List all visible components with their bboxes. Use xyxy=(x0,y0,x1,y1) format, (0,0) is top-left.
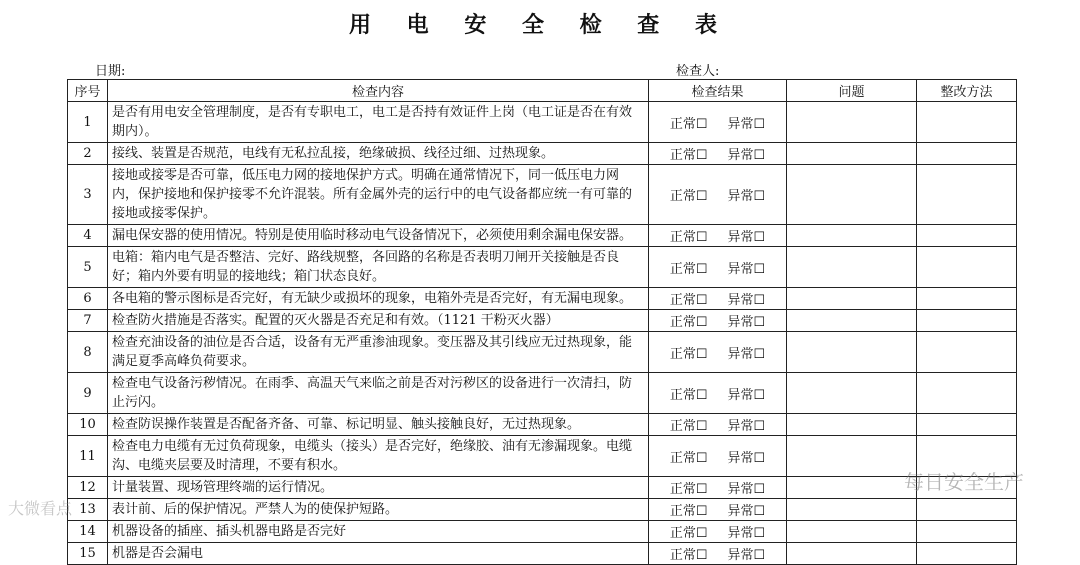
abnormal-checkbox[interactable]: 异常☐ xyxy=(727,504,766,519)
header-fix-method: 整改方法 xyxy=(917,80,1017,102)
row-fix-method[interactable] xyxy=(917,332,1017,373)
table-row xyxy=(68,143,1017,165)
abnormal-checkbox[interactable]: 异常☐ xyxy=(727,548,766,563)
normal-checkbox[interactable]: 正常☐ xyxy=(669,387,708,403)
row-number: 2 xyxy=(68,143,108,165)
normal-checkbox[interactable]: 正常☐ xyxy=(669,504,708,519)
row-content: 检查电气设备污秽情况。在雨季、高温天气来临之前是否对污秽区的设备进行一次清扫，防止污闪。 xyxy=(108,373,649,414)
normal-checkbox[interactable]: 正常☐ xyxy=(669,450,708,466)
table-header-row xyxy=(68,80,1017,102)
row-content: 各电箱的警示图标是否完好，有无缺少或损坏的现象，电箱外壳是否完好，有无漏电现象。 xyxy=(108,288,649,310)
normal-checkbox[interactable]: 正常☐ xyxy=(669,419,708,434)
abnormal-checkbox[interactable]: 异常☐ xyxy=(727,148,766,163)
normal-checkbox[interactable]: 正常☐ xyxy=(669,293,708,308)
row-result xyxy=(649,310,787,332)
row-number: 4 xyxy=(68,225,108,247)
row-content: 检查电力电缆有无过负荷现象，电缆头（接头）是否完好，绝缘胶、油有无渗漏现象。电缆沟、电缆夹层要及时清理，不要有积水。 xyxy=(108,436,649,477)
row-fix-method[interactable] xyxy=(917,373,1017,414)
row-content: 电箱：箱内电气是否整洁、完好、路线规整，各回路的名称是否表明刀闸开关接触是否良好；箱内外要有明显的接地线；箱门状态良好。 xyxy=(108,247,649,288)
row-fix-method[interactable] xyxy=(917,165,1017,225)
row-problem[interactable] xyxy=(787,414,917,436)
table-row xyxy=(68,521,1017,543)
row-number: 13 xyxy=(68,499,108,521)
abnormal-checkbox[interactable]: 异常☐ xyxy=(727,230,766,245)
row-fix-method[interactable] xyxy=(917,288,1017,310)
table-row xyxy=(68,436,1017,477)
row-problem[interactable] xyxy=(787,499,917,521)
row-problem[interactable] xyxy=(787,143,917,165)
row-problem[interactable] xyxy=(787,332,917,373)
row-content: 机器是否会漏电 xyxy=(108,543,649,565)
row-fix-method[interactable] xyxy=(917,499,1017,521)
abnormal-checkbox[interactable]: 异常☐ xyxy=(727,482,766,497)
row-number: 1 xyxy=(68,102,108,143)
row-result xyxy=(649,414,787,436)
row-problem[interactable] xyxy=(787,310,917,332)
row-problem[interactable] xyxy=(787,373,917,414)
document-title: 用 电 安 全 检 查 表 xyxy=(349,12,731,38)
row-result xyxy=(649,373,787,414)
row-fix-method[interactable] xyxy=(917,225,1017,247)
row-number: 5 xyxy=(68,247,108,288)
row-fix-method[interactable] xyxy=(917,247,1017,288)
normal-checkbox[interactable]: 正常☐ xyxy=(669,261,708,277)
table-row xyxy=(68,310,1017,332)
row-result xyxy=(649,247,787,288)
table-row xyxy=(68,165,1017,225)
row-result xyxy=(649,102,787,143)
normal-checkbox[interactable]: 正常☐ xyxy=(669,116,708,132)
row-fix-method[interactable] xyxy=(917,521,1017,543)
row-problem[interactable] xyxy=(787,521,917,543)
inspector-label: 检查人: xyxy=(676,64,720,79)
row-result xyxy=(649,477,787,499)
row-content: 接线、装置是否规范，电线有无私拉乱接，绝缘破损、线径过细、过热现象。 xyxy=(108,143,649,165)
header-result: 检查结果 xyxy=(649,80,787,102)
row-problem[interactable] xyxy=(787,436,917,477)
table-row xyxy=(68,225,1017,247)
row-problem[interactable] xyxy=(787,247,917,288)
row-content: 接地或接零是否可靠，低压电力网的接地保护方式。明确在通常情况下，同一低压电力网内，保护接地和保护接零不允许混装。所有金属外壳的运行中的电气设备都应统一有可靠的接地或接零保护。 xyxy=(108,165,649,225)
row-problem[interactable] xyxy=(787,225,917,247)
row-problem[interactable] xyxy=(787,543,917,565)
table-row xyxy=(68,288,1017,310)
row-result xyxy=(649,288,787,310)
date-label: 日期: xyxy=(95,64,126,79)
row-problem[interactable] xyxy=(787,165,917,225)
row-content: 检查防误操作装置是否配备齐备、可靠、标记明显、触头接触良好，无过热现象。 xyxy=(108,414,649,436)
abnormal-checkbox[interactable]: 异常☐ xyxy=(727,450,766,466)
row-content: 检查充油设备的油位是否合适，设备有无严重渗油现象。变压器及其引线应无过热现象，能满足夏季高峰负荷要求。 xyxy=(108,332,649,373)
table-row xyxy=(68,414,1017,436)
normal-checkbox[interactable]: 正常☐ xyxy=(669,230,708,245)
row-number: 8 xyxy=(68,332,108,373)
normal-checkbox[interactable]: 正常☐ xyxy=(669,548,708,563)
row-result xyxy=(649,543,787,565)
normal-checkbox[interactable]: 正常☐ xyxy=(669,315,708,330)
normal-checkbox[interactable]: 正常☐ xyxy=(669,189,708,204)
row-content: 漏电保安器的使用情况。特别是使用临时移动电气设备情况下，必须使用剩余漏电保安器。 xyxy=(108,225,649,247)
row-fix-method[interactable] xyxy=(917,543,1017,565)
row-content: 检查防火措施是否落实。配置的灭火器是否充足和有效。（1121 干粉灭火器） xyxy=(108,310,649,332)
abnormal-checkbox[interactable]: 异常☐ xyxy=(727,419,766,434)
table-row xyxy=(68,332,1017,373)
header-no: 序号 xyxy=(68,80,108,102)
abnormal-checkbox[interactable]: 异常☐ xyxy=(727,293,766,308)
table-row xyxy=(68,373,1017,414)
row-number: 11 xyxy=(68,436,108,477)
row-result xyxy=(649,332,787,373)
row-content: 机器设备的插座、插头机器电路是否完好 xyxy=(108,521,649,543)
row-problem[interactable] xyxy=(787,288,917,310)
normal-checkbox[interactable]: 正常☐ xyxy=(669,482,708,497)
row-number: 3 xyxy=(68,165,108,225)
table-row xyxy=(68,247,1017,288)
abnormal-checkbox[interactable]: 异常☐ xyxy=(727,189,766,204)
header-content: 检查内容 xyxy=(108,80,649,102)
row-result xyxy=(649,499,787,521)
row-number: 9 xyxy=(68,373,108,414)
row-number: 6 xyxy=(68,288,108,310)
row-number: 12 xyxy=(68,477,108,499)
row-fix-method[interactable] xyxy=(917,414,1017,436)
abnormal-checkbox[interactable]: 异常☐ xyxy=(727,346,766,362)
table-row xyxy=(68,102,1017,143)
normal-checkbox[interactable]: 正常☐ xyxy=(669,346,708,362)
row-result xyxy=(649,521,787,543)
row-problem[interactable] xyxy=(787,102,917,143)
row-number: 14 xyxy=(68,521,108,543)
row-number: 7 xyxy=(68,310,108,332)
row-result xyxy=(649,436,787,477)
header-problem: 问题 xyxy=(787,80,917,102)
watermark-right: 每日安全生产 xyxy=(904,470,1024,494)
abnormal-checkbox[interactable]: 异常☐ xyxy=(727,261,766,277)
row-result xyxy=(649,225,787,247)
table-row xyxy=(68,477,1017,499)
row-number: 10 xyxy=(68,414,108,436)
row-result xyxy=(649,143,787,165)
abnormal-checkbox[interactable]: 异常☐ xyxy=(727,526,766,541)
row-content: 计量装置、现场管理终端的运行情况。 xyxy=(108,477,649,499)
table-row xyxy=(68,499,1017,521)
abnormal-checkbox[interactable]: 异常☐ xyxy=(727,116,766,132)
row-content: 是否有用电安全管理制度，是否有专职电工，电工是否持有效证件上岗（电工证是否在有效期内）。 xyxy=(108,102,649,143)
normal-checkbox[interactable]: 正常☐ xyxy=(669,148,708,163)
row-fix-method[interactable] xyxy=(917,102,1017,143)
watermark-left: 大微看点 xyxy=(8,499,73,518)
abnormal-checkbox[interactable]: 异常☐ xyxy=(727,315,766,330)
row-number: 15 xyxy=(68,543,108,565)
row-fix-method[interactable] xyxy=(917,143,1017,165)
row-content: 表计前、后的保护情况。严禁人为的使保护短路。 xyxy=(108,499,649,521)
abnormal-checkbox[interactable]: 异常☐ xyxy=(727,387,766,403)
row-result xyxy=(649,165,787,225)
normal-checkbox[interactable]: 正常☐ xyxy=(669,526,708,541)
row-problem[interactable] xyxy=(787,477,917,499)
inspection-table xyxy=(67,79,1017,565)
table-row xyxy=(68,543,1017,565)
row-fix-method[interactable] xyxy=(917,310,1017,332)
